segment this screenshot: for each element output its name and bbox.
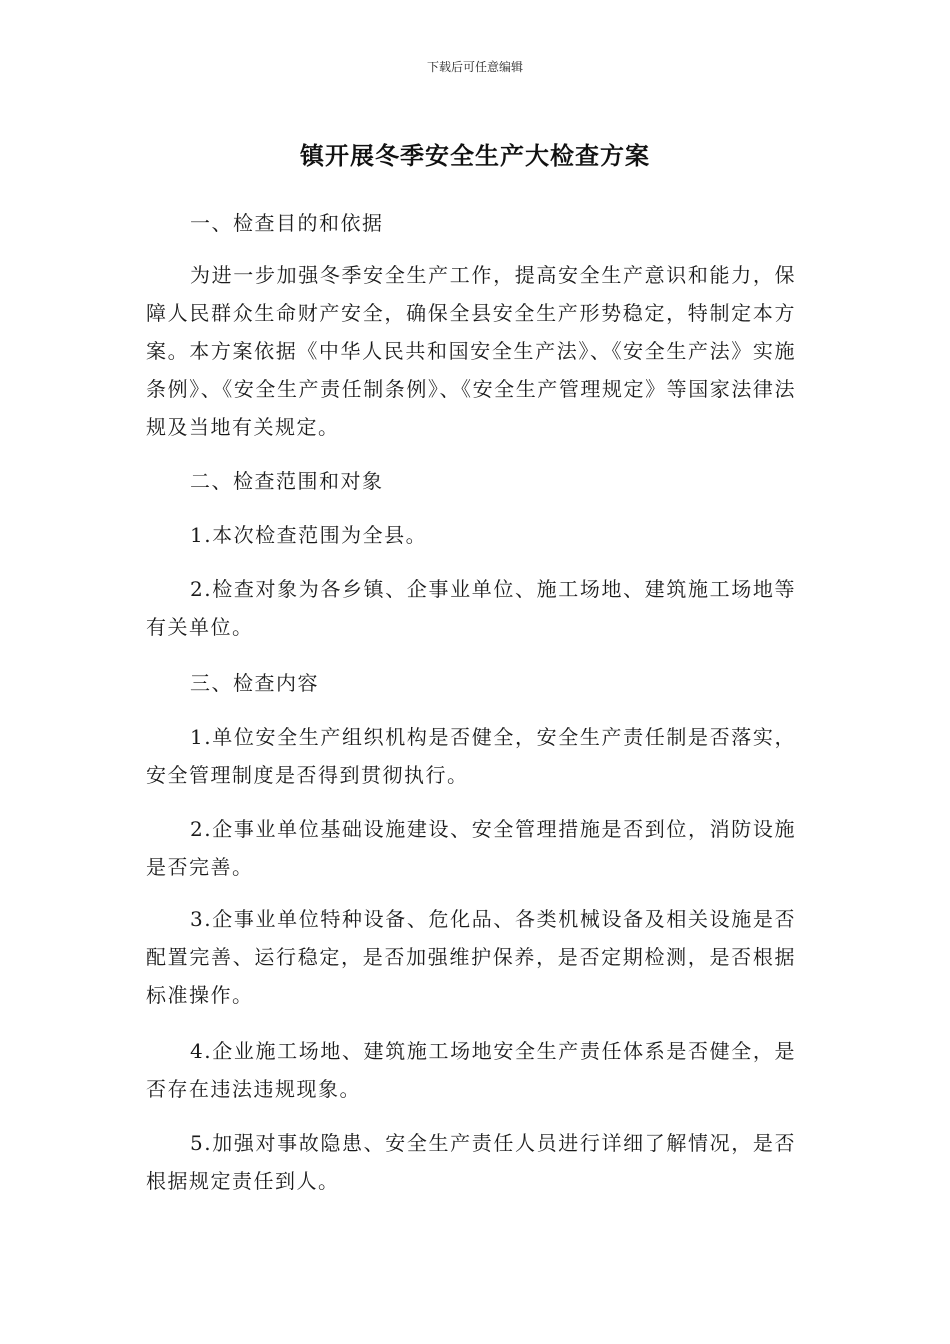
section-heading-3-block <box>146 664 796 702</box>
paragraph-item-3: 3.企事业单位特种设备、危化品、各类机械设备及相关设施是否配置完善、运行稳定，是否加强维护保养，是否定期检测，是否根据标准操作。 <box>146 907 796 1007</box>
paragraph-1-block <box>146 256 796 446</box>
paragraph-3-block <box>146 570 796 646</box>
paragraph-item-2: 2.企事业单位基础设施建设、安全管理措施是否到位，消防设施是否完善。 <box>146 817 796 879</box>
paragraph-8-block <box>146 1124 796 1200</box>
paragraph-item-5: 5.加强对事故隐患、安全生产责任人员进行详细了解情况，是否根据规定责任到人。 <box>146 1131 796 1193</box>
header-note: 下载后可任意编辑 <box>426 60 523 74</box>
paragraph-purpose: 为进一步加强冬季安全生产工作，提高安全生产意识和能力，保障人民群众生命财产安全，确保全县安全生产形势稳定，特制定本方案。本方案依据《中华人民共和国安全生产法》、《安全生产法》实施条例》、《安全生产责任制条例》、《安全生产管理规定》等国家法律法规及当地有关规定。 <box>146 263 796 439</box>
section-heading-1: 一、检查目的和依据 <box>190 211 384 235</box>
paragraph-scope: 1.本次检查范围为全县。 <box>190 523 428 547</box>
section-heading-3: 三、检查内容 <box>190 671 319 695</box>
paragraph-item-4: 4.企业施工场地、建筑施工场地安全生产责任体系是否健全，是否存在违法违规现象。 <box>146 1039 796 1101</box>
section-heading-2: 二、检查范围和对象 <box>190 469 384 493</box>
paragraph-5-block <box>146 810 796 886</box>
paragraph-4-block <box>146 718 796 794</box>
document-title: 镇开展冬季安全生产大检查方案 <box>300 142 650 170</box>
paragraph-item-1: 1.单位安全生产组织机构是否健全，安全生产责任制是否落实，安全管理制度是否得到贯彻执行。 <box>146 725 796 787</box>
section-heading-1-block <box>146 204 796 242</box>
paragraph-7-block <box>146 1032 796 1108</box>
paragraph-objects: 2.检查对象为各乡镇、企事业单位、施工场地、建筑施工场地等有关单位。 <box>146 577 796 639</box>
paragraph-6-block <box>146 900 796 1014</box>
section-heading-2-block <box>146 462 796 500</box>
paragraph-2-block <box>146 516 796 554</box>
